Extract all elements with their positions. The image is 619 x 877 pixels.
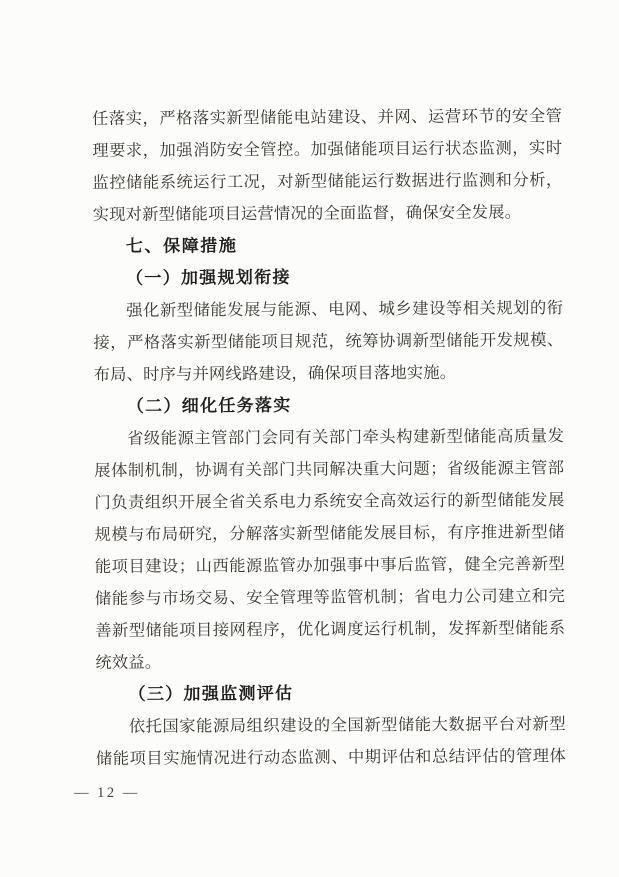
body-line: 门负责组织开展全省关系电力系统安全高效运行的新型储能发展 bbox=[94, 490, 565, 512]
subsection-heading: （一）加强规划衔接 bbox=[126, 267, 291, 288]
body-line: 储能参与市场交易、安全管理等监管机制；省电力公司建立和完 bbox=[94, 586, 566, 608]
page-number: — 12 — bbox=[74, 785, 140, 801]
body-line: 接，严格落实新型储能项目规范，统筹协调新型储能开发规模、 bbox=[93, 330, 564, 352]
body-line: 布局、时序与并网线路建设，确保项目落地实施。 bbox=[93, 362, 457, 384]
subsection-heading: （二）细化任务落实 bbox=[126, 395, 292, 416]
section-heading: 七、保障措施 bbox=[125, 236, 238, 256]
body-line: 强化新型储能发展与能源、电网、城乡建设等相关规划的衔 bbox=[126, 298, 564, 320]
document-body bbox=[92, 100, 566, 775]
body-line: 能项目建设；山西能源监管办加强事中事后监管，健全完善新型 bbox=[94, 554, 565, 576]
body-line: 储能项目实施情况进行动态监测、中期评估和总结评估的管理体 bbox=[95, 746, 567, 768]
body-line: 监控储能系统运行工况，对新型储能运行数据进行监测和分析， bbox=[92, 170, 563, 192]
body-line: 任落实，严格落实新型储能电站建设、并网、运营环节的安全管 bbox=[92, 106, 563, 128]
body-line: 省级能源主管部门会同有关部门牵头构建新型储能高质量发 bbox=[126, 426, 565, 448]
body-line: 实现对新型储能项目运营情况的全面监督，确保安全发展。 bbox=[92, 202, 522, 224]
body-line: 理要求，加强消防安全管控。加强储能项目运行状态监测，实时 bbox=[92, 138, 563, 160]
body-line: 统效益。 bbox=[95, 652, 162, 672]
body-line: 规模与布局研究，分解落实新型储能发展目标，有序推进新型储 bbox=[94, 522, 565, 544]
subsection-heading: （三）加强监测评估 bbox=[128, 683, 294, 704]
body-line: 依托国家能源局组织建设的全国新型储能大数据平台对新型 bbox=[128, 714, 566, 736]
body-line: 善新型储能项目接网程序，优化调度运行机制，发挥新型储能系 bbox=[95, 618, 566, 640]
body-line: 展体制机制，协调有关部门共同解决重大问题；省级能源主管部 bbox=[94, 458, 565, 480]
